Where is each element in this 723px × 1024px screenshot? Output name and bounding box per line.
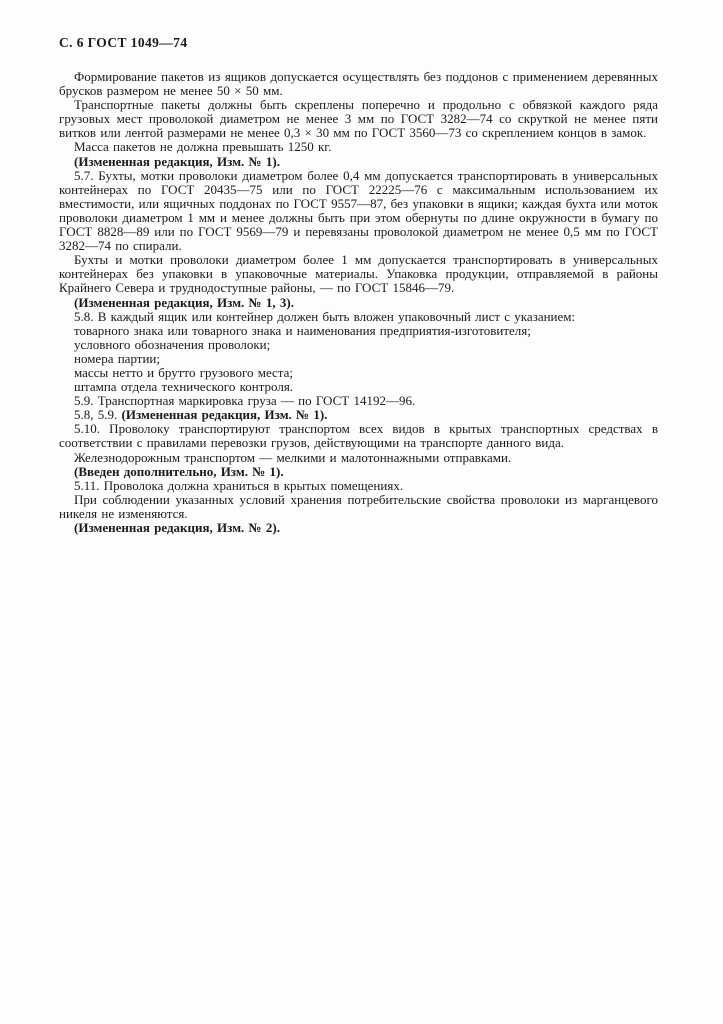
paragraph-clause-5-9: 5.9. Транспортная маркировка груза — по ГОСТ 14192—96.: [74, 393, 416, 409]
list-item: штампа отдела технического контроля.: [74, 379, 294, 395]
paragraph: Бухты и мотки проволоки диаметром более 1 мм допускается транспортировать в универсальных контейнерах без упаковки в упаковочные материалы. Упаковка продукции, отправляемой в районы Крайнего Севера и труднодоступные районы, — по ГОСТ 15846—79.: [59, 252, 658, 296]
paragraph: Формирование пакетов из ящиков допускается осуществлять без поддонов с применением деревянных брусков размером не менее 50 × 50 мм.: [59, 69, 658, 99]
editorial-note: (Измененная редакция, Изм. № 2).: [74, 520, 280, 535]
list-item: массы нетто и брутто грузового места;: [74, 364, 294, 380]
page-content: [59, 36, 658, 535]
paragraph-clause-5-8: 5.8. В каждый ящик или контейнер должен быть вложен упаковочный лист с указанием:: [74, 308, 576, 324]
paragraph-clause-5-11: 5.11. Проволока должна храниться в крытых помещениях.: [74, 477, 404, 493]
paragraph: Железнодорожным транспортом — мелкими и малотоннажными отправками.: [74, 449, 512, 465]
editorial-note: (Измененная редакция, Изм. № 1).: [74, 153, 280, 169]
list-item: товарного знака или товарного знака и наименования предприятия-изготовителя;: [74, 322, 531, 338]
paragraph-clause-5-10: 5.10. Проволоку транспортируют транспортом всех видов в крытых транспортных средствах в соответствии с правилами перевозки грузов, действующими на транспорте данного вида.: [59, 421, 658, 451]
paragraph-clause-5-7: 5.7. Бухты, мотки проволоки диаметром более 0,4 мм допускается транспортировать в универсальных контейнерах по ГОСТ 20435—75 или по ГОСТ 22225—76 с максимальным использованием их вместимости, или ящичных поддонах по ГОСТ 9557—87, без упаковки в ящики; каждая бухта или моток проволоки диаметром 1 мм и менее должны быть при этом обернуты по длине окружности в бумагу по ГОСТ 8828—89 или по ГОСТ 9569—79 и перевязаны проволокой диаметром не менее 0,5 мм по ГОСТ 3282—74 по спирали.: [59, 167, 658, 254]
editorial-note: (Измененная редакция, Изм. № 1, 3).: [74, 294, 294, 310]
paragraph: Масса пакетов не должна превышать 1250 кг.: [74, 139, 332, 155]
page-header-running-title: С. 6 ГОСТ 1049—74: [59, 35, 188, 50]
editorial-note-text: (Измененная редакция, Изм. № 1).: [121, 407, 328, 423]
editorial-note: (Введен дополнительно, Изм. № 1).: [74, 463, 284, 479]
list-item: номера партии;: [74, 350, 160, 366]
clause-ref: 5.8, 5.9.: [74, 407, 122, 423]
paragraph: При соблюдении указанных условий хранения потребительские свойства проволоки из марганцевого никеля не изменяются.: [59, 491, 658, 521]
list-item: условного обозначения проволоки;: [74, 336, 271, 352]
editorial-note: [59, 408, 658, 422]
paragraph: Транспортные пакеты должны быть скреплены поперечно и продольно с обвязкой каждого ряда грузовых мест проволокой диаметром не менее 3 мм по ГОСТ 3282—74 со скруткой не менее пяти витков или лентой размерами не менее 0,3 × 30 мм по ГОСТ 3560—73 со скреплением концов в замок.: [59, 97, 658, 141]
